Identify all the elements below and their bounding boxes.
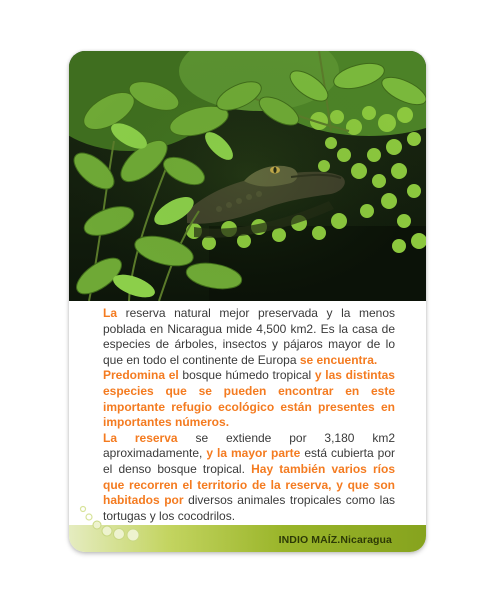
highlight-la-reserva: La reserva	[103, 430, 178, 445]
description-paragraph-1	[103, 306, 395, 431]
description-text	[103, 306, 395, 524]
highlight-mayor-parte: y la mayor parte	[206, 446, 301, 461]
text-run: diversos animales tropicales como las tortugas y los cocodrilos.	[103, 493, 395, 523]
footer-title: INDIO MAÍZ.Nicaragua	[278, 534, 392, 546]
caiman-photo	[69, 51, 426, 301]
text-run: está cubierta por el denso bosque tropical.	[103, 446, 396, 476]
highlight-especies: y las distintas especies que se pueden encontrar en este importante refugio ecológico están presentes en importantes números.	[103, 368, 395, 430]
decorative-bubbles-icon	[77, 503, 157, 543]
text-run: reserva natural mejor preservada y la menos poblada en Nicaragua mide 4,500 km2. Es la casa de especies de árboles, insectos y pájaros mayor de lo que en todo el continente de Europa	[103, 306, 395, 367]
highlight-predomina: Predomina el	[103, 368, 179, 383]
highlight-rios: Hay también varios ríos que recorren el territorio de la reserva, y que son habitados por	[103, 461, 396, 508]
highlight-la: La	[103, 306, 118, 320]
text-run: bosque húmedo tropical	[178, 368, 315, 383]
highlight-se-encuentra: se encuentra.	[299, 352, 378, 367]
text-run: se extiende por 3,180 km2 aproximadamente,	[103, 430, 395, 461]
info-card	[69, 51, 426, 552]
